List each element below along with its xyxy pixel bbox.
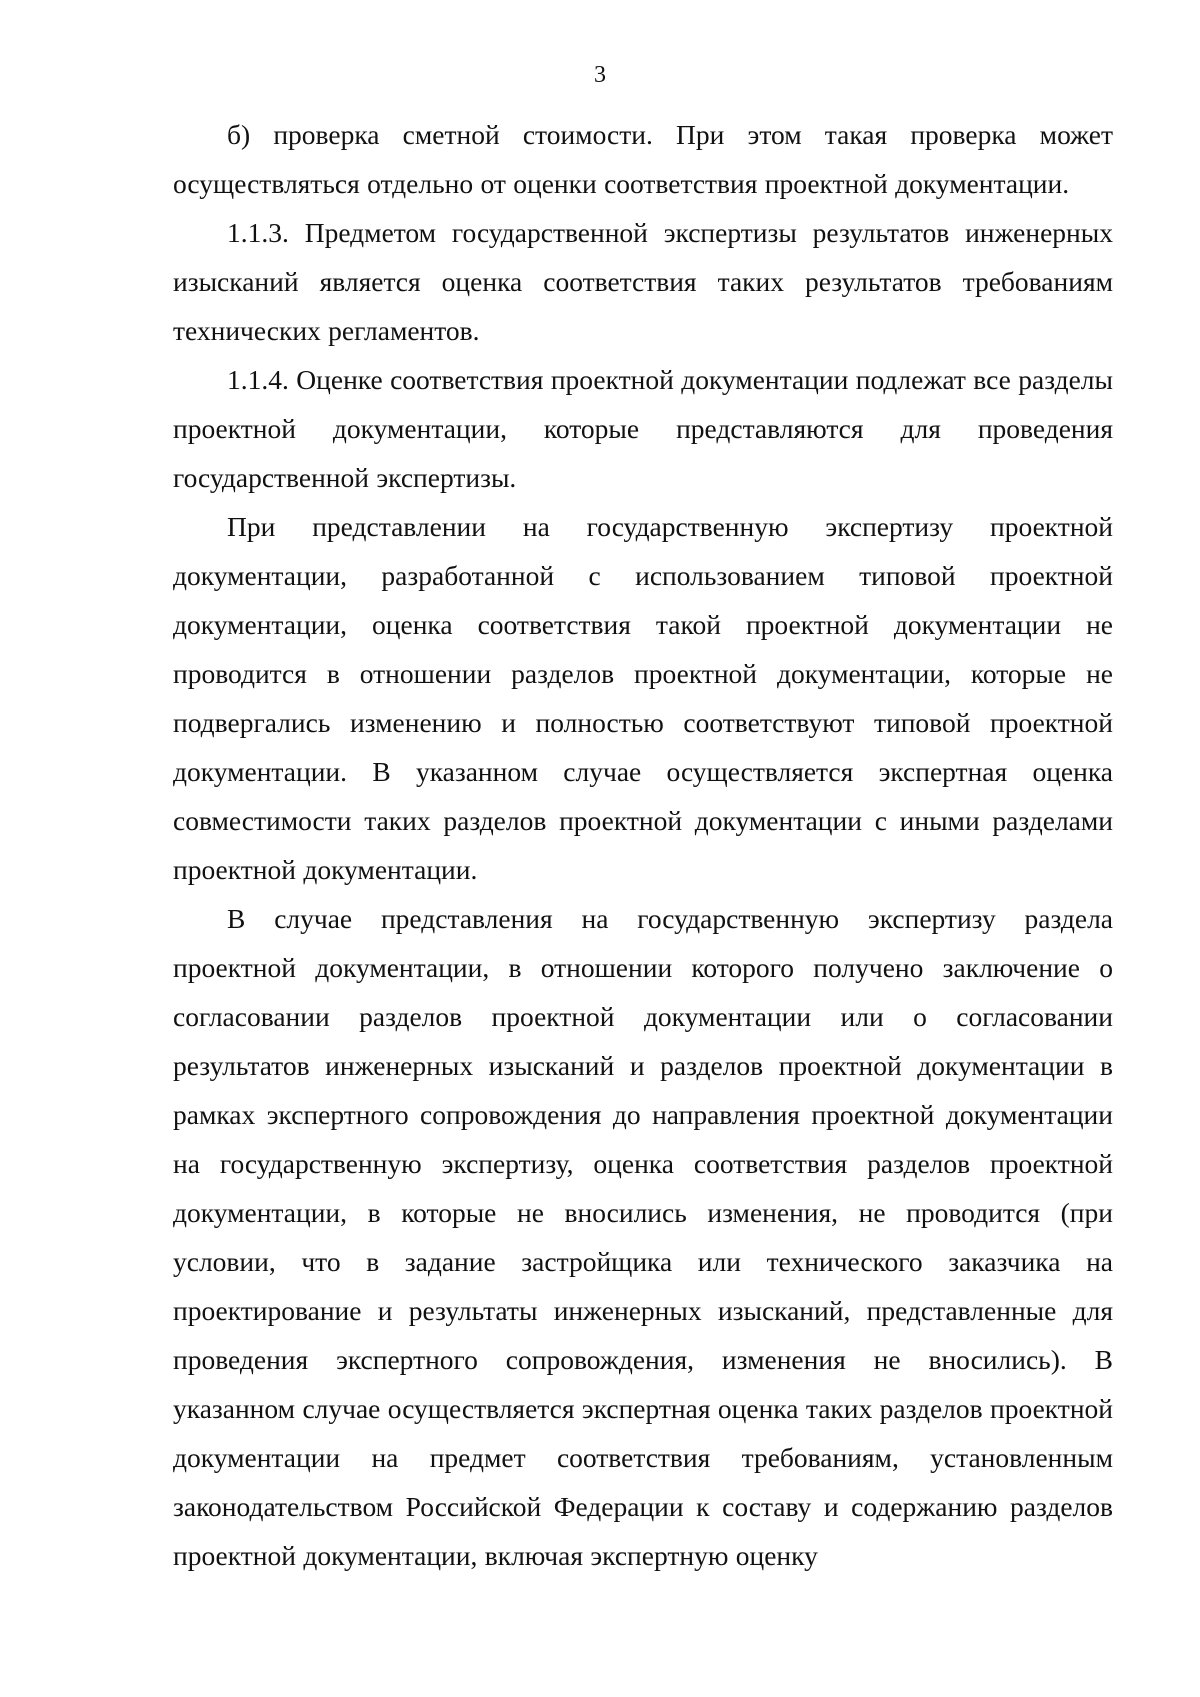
page-number: 3 bbox=[594, 62, 606, 88]
paragraph-expert-support: В случае представления на государственную экспертизу раздела проектной документации, в отношении которого получено заключение о согласовании разделов проектной документации или о согласовании результатов инженерных изысканий и разделов проектной документации в рамках экспертного сопровождения до направления проектной документации на государственную экспертизу, оценка соответствия разделов проектной документации, в которые не вносились изменения, не проводится (при условии, что в задание застройщика или технического заказчика на проектирование и результаты инженерных изысканий, представленные для проведения экспертного сопровождения, изменения не вносились). В указанном случае осуществляется экспертная оценка таких разделов проектной документации на предмет соответствия требованиям, установленным законодательством Российской Федерации к составу и содержанию разделов проектной документации, включая экспертную оценку bbox=[173, 903, 1113, 1571]
paragraph-b-estimate-check: б) проверка сметной стоимости. При этом такая проверка может осуществляться отдельно от оценки соответствия проектной документации. bbox=[173, 119, 1113, 199]
document-body bbox=[173, 110, 1113, 1580]
paragraph-typical-documentation: При представлении на государственную экспертизу проектной документации, разработанной с использованием типовой проектной документации, оценка соответствия такой проектной документации не проводится в отношении разделов проектной документации, которые не подвергались изменению и полностью соответствуют типовой проектной документации. В указанном случае осуществляется экспертная оценка совместимости таких разделов проектной документации с иными разделами проектной документации. bbox=[173, 511, 1113, 885]
paragraph-1-1-4: 1.1.4. Оценке соответствия проектной документации подлежат все разделы проектной документации, которые представляются для проведения государственной экспертизы. bbox=[173, 364, 1113, 493]
paragraph-1-1-3: 1.1.3. Предметом государственной экспертизы результатов инженерных изысканий является оценка соответствия таких результатов требованиям технических регламентов. bbox=[173, 217, 1113, 346]
